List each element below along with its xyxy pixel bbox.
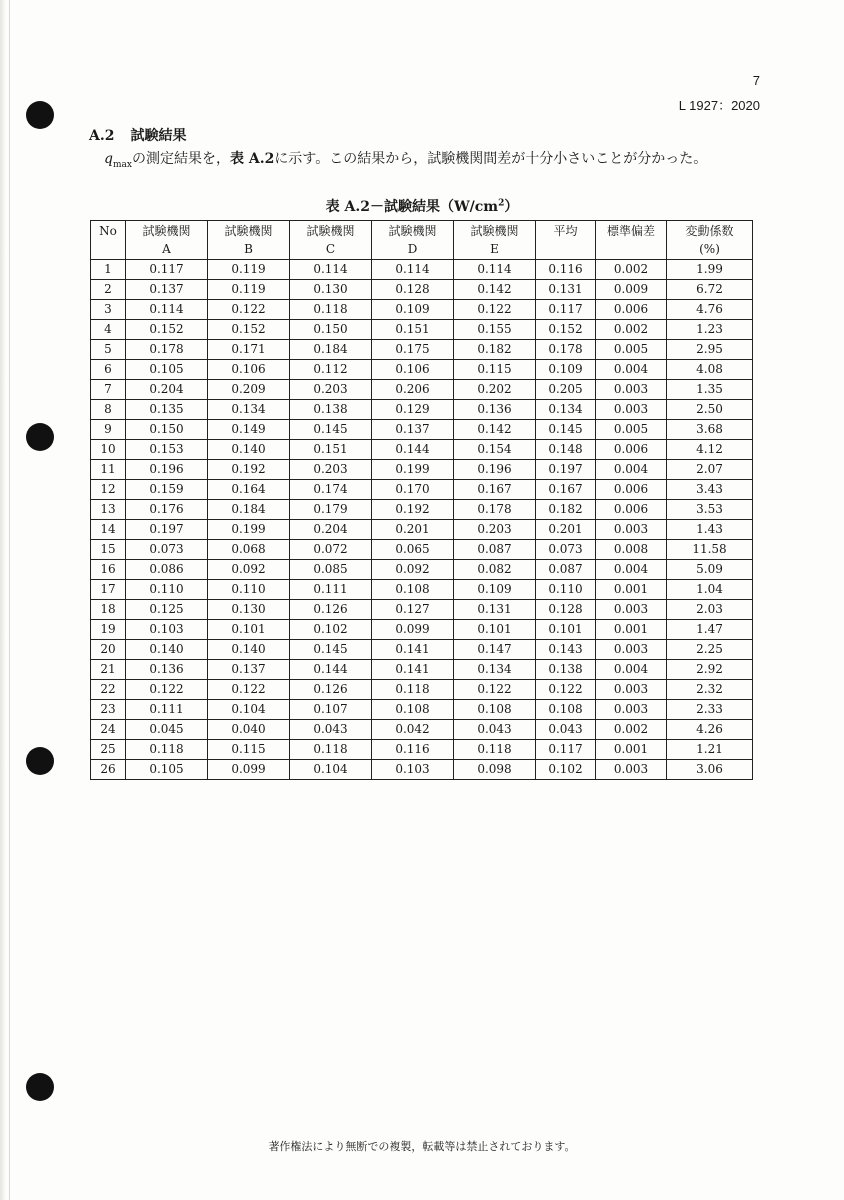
table-cell: 0.202	[454, 380, 536, 400]
table-cell: 0.128	[372, 280, 454, 300]
table-cell: 0.087	[536, 560, 596, 580]
table-cell: 0.105	[126, 760, 208, 780]
table-cell: 0.184	[290, 340, 372, 360]
table-cell: 1.43	[667, 520, 753, 540]
table-cell: 0.003	[596, 640, 667, 660]
table-cell: 0.130	[208, 600, 290, 620]
table-cell: 0.171	[208, 340, 290, 360]
table-cell: 0.176	[126, 500, 208, 520]
table-cell: 2	[91, 280, 126, 300]
table-cell: 0.073	[536, 540, 596, 560]
table-cell: 1.99	[667, 260, 753, 280]
table-cell: 0.126	[290, 680, 372, 700]
table-cell: 0.003	[596, 760, 667, 780]
table-cell: 0.197	[126, 520, 208, 540]
table-cell: 0.137	[372, 420, 454, 440]
table-row	[91, 480, 753, 500]
table-cell: 0.108	[372, 580, 454, 600]
table-cell: 2.25	[667, 640, 753, 660]
table-cell: 0.092	[372, 560, 454, 580]
table-cell: 1.35	[667, 380, 753, 400]
table-cell: 0.114	[126, 300, 208, 320]
table-cell: 0.137	[208, 660, 290, 680]
symbol-subscript: max	[112, 159, 132, 170]
table-cell: 0.001	[596, 620, 667, 640]
table-cell: 2.07	[667, 460, 753, 480]
table-cell: 25	[91, 740, 126, 760]
table-cell: 2.33	[667, 700, 753, 720]
table-cell: 0.092	[208, 560, 290, 580]
table-row	[91, 260, 753, 280]
table-reference: 表 A.2	[229, 151, 275, 167]
table-cell: 0.178	[536, 340, 596, 360]
table-cell: 6	[91, 360, 126, 380]
table-cell: 0.109	[454, 580, 536, 600]
section-number: A.2	[89, 128, 115, 144]
table-cell: 2.03	[667, 600, 753, 620]
table-cell: 0.099	[372, 620, 454, 640]
table-cell: 14	[91, 520, 126, 540]
table-cell: 17	[91, 580, 126, 600]
table-cell: 1.04	[667, 580, 753, 600]
table-cell: 0.118	[290, 740, 372, 760]
table-cell: 1.23	[667, 320, 753, 340]
table-cell: 0.153	[126, 440, 208, 460]
table-cell: 0.122	[126, 680, 208, 700]
table-cell: 0.117	[536, 300, 596, 320]
table-cell: 0.108	[536, 700, 596, 720]
table-row	[91, 500, 753, 520]
table-cell: 0.104	[208, 700, 290, 720]
table-cell: 0.008	[596, 540, 667, 560]
table-cell: 0.196	[126, 460, 208, 480]
column-header: 試験機関 C	[290, 221, 372, 260]
table-row	[91, 420, 753, 440]
table-cell: 0.118	[372, 680, 454, 700]
table-cell: 0.003	[596, 600, 667, 620]
table-cell: 0.125	[126, 600, 208, 620]
table-cell: 0.142	[454, 420, 536, 440]
table-cell: 0.192	[372, 500, 454, 520]
table-cell: 0.167	[454, 480, 536, 500]
table-cell: 0.197	[536, 460, 596, 480]
table-cell: 0.135	[126, 400, 208, 420]
table-cell: 0.111	[290, 580, 372, 600]
table-cell: 0.205	[536, 380, 596, 400]
table-cell: 0.115	[454, 360, 536, 380]
table-cell: 3.68	[667, 420, 753, 440]
table-cell: 0.003	[596, 520, 667, 540]
section-title: 試験結果	[130, 128, 187, 144]
table-cell: 0.106	[372, 360, 454, 380]
table-cell: 0.073	[126, 540, 208, 560]
table-cell: 0.152	[208, 320, 290, 340]
table-cell: 15	[91, 540, 126, 560]
table-row	[91, 320, 753, 340]
table-cell: 0.131	[454, 600, 536, 620]
table-cell: 4.76	[667, 300, 753, 320]
table-cell: 0.122	[454, 300, 536, 320]
table-cell: 0.106	[208, 360, 290, 380]
table-cell: 11	[91, 460, 126, 480]
page-left-edge	[0, 0, 6, 1200]
table-cell: 0.098	[454, 760, 536, 780]
copyright-notice: 著作権法により無断での複製，転載等は禁止されております。	[268, 1140, 576, 1153]
table-cell: 0.003	[596, 380, 667, 400]
table-cell: 0.101	[536, 620, 596, 640]
table-cell: 0.006	[596, 300, 667, 320]
table-cell: 18	[91, 600, 126, 620]
table-cell: 2.92	[667, 660, 753, 680]
table-row	[91, 760, 753, 780]
table-cell: 0.002	[596, 260, 667, 280]
table-row	[91, 340, 753, 360]
column-header: 試験機関 A	[126, 221, 208, 260]
table-cell: 0.068	[208, 540, 290, 560]
binder-hole	[26, 1073, 54, 1101]
table-cell: 0.151	[372, 320, 454, 340]
table-cell: 0.114	[454, 260, 536, 280]
table-cell: 21	[91, 660, 126, 680]
table-cell: 0.086	[126, 560, 208, 580]
table-row	[91, 540, 753, 560]
table-cell: 0.141	[372, 640, 454, 660]
table-cell: 0.174	[290, 480, 372, 500]
table-cell: 1.47	[667, 620, 753, 640]
table-cell: 2.95	[667, 340, 753, 360]
table-cell: 19	[91, 620, 126, 640]
table-cell: 0.006	[596, 480, 667, 500]
table-cell: 0.134	[208, 400, 290, 420]
table-cell: 23	[91, 700, 126, 720]
table-cell: 0.001	[596, 740, 667, 760]
table-cell: 0.155	[454, 320, 536, 340]
table-cell: 0.134	[454, 660, 536, 680]
table-cell: 0.196	[454, 460, 536, 480]
table-cell: 0.129	[372, 400, 454, 420]
table-row	[91, 700, 753, 720]
table-cell: 0.206	[372, 380, 454, 400]
table-cell: 0.140	[208, 440, 290, 460]
table-cell: 0.175	[372, 340, 454, 360]
table-cell: 0.101	[454, 620, 536, 640]
table-cell: 3.06	[667, 760, 753, 780]
table-cell: 0.192	[208, 460, 290, 480]
column-header: 試験機関 B	[208, 221, 290, 260]
table-cell: 0.131	[536, 280, 596, 300]
table-cell: 0.118	[290, 300, 372, 320]
table-cell: 0.004	[596, 560, 667, 580]
table-cell: 0.150	[290, 320, 372, 340]
table-cell: 0.118	[126, 740, 208, 760]
table-cell: 0.204	[126, 380, 208, 400]
table-cell: 0.143	[536, 640, 596, 660]
table-cell: 0.108	[454, 700, 536, 720]
table-cell: 0.043	[454, 720, 536, 740]
table-cell: 3.43	[667, 480, 753, 500]
table-cell: 9	[91, 420, 126, 440]
table-cell: 0.184	[208, 500, 290, 520]
table-cell: 0.152	[126, 320, 208, 340]
table-cell: 0.042	[372, 720, 454, 740]
table-cell: 0.045	[126, 720, 208, 740]
table-row	[91, 360, 753, 380]
column-header: 平均	[536, 221, 596, 260]
table-row	[91, 740, 753, 760]
table-cell: 0.122	[208, 680, 290, 700]
table-cell: 0.182	[536, 500, 596, 520]
table-cell: 0.003	[596, 400, 667, 420]
table-cell: 0.148	[536, 440, 596, 460]
table-row	[91, 300, 753, 320]
table-cell: 0.201	[372, 520, 454, 540]
table-cell: 12	[91, 480, 126, 500]
table-cell: 0.110	[126, 580, 208, 600]
table-cell: 0.004	[596, 360, 667, 380]
table-cell: 26	[91, 760, 126, 780]
table-cell: 0.109	[536, 360, 596, 380]
table-cell: 0.179	[290, 500, 372, 520]
table-cell: 0.103	[126, 620, 208, 640]
table-cell: 0.003	[596, 700, 667, 720]
table-title: 表 A.2－試験結果$(W/cm^2)$	[325, 198, 519, 215]
table-cell: 0.107	[290, 700, 372, 720]
table-cell: 0.110	[208, 580, 290, 600]
intro-text-before: の測定結果を，	[131, 151, 230, 167]
table-cell: 0.004	[596, 460, 667, 480]
table-cell: 0.119	[208, 260, 290, 280]
table-cell: 11.58	[667, 540, 753, 560]
table-cell: 3	[91, 300, 126, 320]
table-cell: 0.002	[596, 720, 667, 740]
table-cell: 4	[91, 320, 126, 340]
table-cell: 13	[91, 500, 126, 520]
table-row	[91, 600, 753, 620]
table-cell: 16	[91, 560, 126, 580]
table-cell: 0.141	[372, 660, 454, 680]
table-cell: 0.114	[290, 260, 372, 280]
table-cell: 0.204	[290, 520, 372, 540]
table-cell: 0.126	[290, 600, 372, 620]
table-cell: 0.111	[126, 700, 208, 720]
table-cell: 4.12	[667, 440, 753, 460]
table-cell: 0.006	[596, 440, 667, 460]
table-cell: 0.136	[454, 400, 536, 420]
table-cell: 0.072	[290, 540, 372, 560]
table-cell: 0.122	[208, 300, 290, 320]
table-cell: 0.128	[536, 600, 596, 620]
column-header: 変動係数 (%)	[667, 221, 753, 260]
table-row	[91, 560, 753, 580]
binder-hole	[26, 423, 54, 451]
table-row	[91, 680, 753, 700]
table-cell: 0.116	[372, 740, 454, 760]
table-cell: 0.109	[372, 300, 454, 320]
table-cell: 0.199	[208, 520, 290, 540]
table-cell: 4.08	[667, 360, 753, 380]
column-header: 試験機関 E	[454, 221, 536, 260]
table-cell: 0.117	[126, 260, 208, 280]
page-left-line	[9, 0, 10, 1200]
table-cell: 0.118	[454, 740, 536, 760]
table-cell: 0.082	[454, 560, 536, 580]
table-cell: 20	[91, 640, 126, 660]
table-cell: 5	[91, 340, 126, 360]
table-cell: 0.178	[126, 340, 208, 360]
table-cell: 24	[91, 720, 126, 740]
table-cell: 0.130	[290, 280, 372, 300]
table-cell: 0.159	[126, 480, 208, 500]
table-cell: 1	[91, 260, 126, 280]
table-cell: 0.138	[290, 400, 372, 420]
table-cell: 7	[91, 380, 126, 400]
table-cell: 0.005	[596, 420, 667, 440]
table-cell: 0.108	[372, 700, 454, 720]
table-row	[91, 460, 753, 480]
table-cell: 0.001	[596, 580, 667, 600]
table-cell: 0.040	[208, 720, 290, 740]
table-cell: 0.138	[536, 660, 596, 680]
table-row	[91, 660, 753, 680]
table-cell: 2.32	[667, 680, 753, 700]
table-row	[91, 720, 753, 740]
standard-number: L 1927：2020	[678, 98, 760, 113]
table-cell: 0.149	[208, 420, 290, 440]
table-cell: 0.065	[372, 540, 454, 560]
table-cell: 0.145	[290, 640, 372, 660]
table-cell: 0.140	[126, 640, 208, 660]
table-cell: 0.142	[454, 280, 536, 300]
table-cell: 0.144	[290, 660, 372, 680]
table-cell: 0.103	[372, 760, 454, 780]
binder-hole	[26, 747, 54, 775]
table-cell: 0.209	[208, 380, 290, 400]
table-header-row	[91, 221, 753, 260]
page-number: 7	[752, 73, 760, 88]
table-cell: 0.119	[208, 280, 290, 300]
table-cell: 10	[91, 440, 126, 460]
table-cell: 0.043	[536, 720, 596, 740]
table-row	[91, 280, 753, 300]
table-cell: 0.137	[126, 280, 208, 300]
intro-paragraph	[104, 148, 707, 170]
table-cell: 0.167	[536, 480, 596, 500]
table-cell: 0.144	[372, 440, 454, 460]
table-cell: 0.004	[596, 660, 667, 680]
table-cell: 0.099	[208, 760, 290, 780]
table-body	[91, 260, 753, 780]
table-cell: 22	[91, 680, 126, 700]
table-cell: 0.104	[290, 760, 372, 780]
table-cell: 0.127	[372, 600, 454, 620]
symbol-q: $q_{max}$	[104, 151, 132, 170]
table-cell: 0.182	[454, 340, 536, 360]
column-header: 標準偏差	[596, 221, 667, 260]
table-cell: 0.122	[454, 680, 536, 700]
table-cell: 5.09	[667, 560, 753, 580]
table-cell: 0.009	[596, 280, 667, 300]
table-cell: 0.006	[596, 500, 667, 520]
table-cell: 0.140	[208, 640, 290, 660]
table-cell: 0.147	[454, 640, 536, 660]
table-cell: 0.110	[536, 580, 596, 600]
table-cell: 3.53	[667, 500, 753, 520]
table-cell: 0.003	[596, 680, 667, 700]
table-cell: 0.102	[536, 760, 596, 780]
table-cell: 0.170	[372, 480, 454, 500]
table-row	[91, 640, 753, 660]
table-cell: 0.152	[536, 320, 596, 340]
table-cell: 2.50	[667, 400, 753, 420]
table-cell: 0.164	[208, 480, 290, 500]
table-cell: 0.134	[536, 400, 596, 420]
table-cell: 8	[91, 400, 126, 420]
table-row	[91, 400, 753, 420]
table-cell: 0.085	[290, 560, 372, 580]
intro-text-after: に示す。この結果から，試験機関間差が十分小さいことが分かった。	[274, 151, 708, 167]
table-cell: 0.102	[290, 620, 372, 640]
table-row	[91, 520, 753, 540]
table-cell: 0.203	[290, 460, 372, 480]
table-cell: 0.005	[596, 340, 667, 360]
table-cell: 0.105	[126, 360, 208, 380]
table-cell: 0.203	[290, 380, 372, 400]
table-row	[91, 380, 753, 400]
section-heading	[89, 125, 186, 145]
table-cell: 1.21	[667, 740, 753, 760]
table-cell: 0.116	[536, 260, 596, 280]
table-cell: 0.087	[454, 540, 536, 560]
table-cell: 0.002	[596, 320, 667, 340]
table-row	[91, 580, 753, 600]
table-cell: 0.115	[208, 740, 290, 760]
table-cell: 4.26	[667, 720, 753, 740]
table-cell: 0.178	[454, 500, 536, 520]
table-cell: 0.199	[372, 460, 454, 480]
title-superscript: 2	[498, 198, 505, 209]
table-cell: 0.150	[126, 420, 208, 440]
table-cell: 0.136	[126, 660, 208, 680]
table-row	[91, 440, 753, 460]
table-cell: 0.145	[536, 420, 596, 440]
table-cell: 0.043	[290, 720, 372, 740]
table-cell: 0.122	[536, 680, 596, 700]
table-cell: 0.203	[454, 520, 536, 540]
column-header: No	[91, 221, 126, 260]
table-cell: 0.151	[290, 440, 372, 460]
column-header: 試験機関 D	[372, 221, 454, 260]
results-table	[90, 220, 753, 780]
table-cell: 0.101	[208, 620, 290, 640]
binder-hole	[26, 101, 54, 129]
table-cell: 0.114	[372, 260, 454, 280]
table-cell: 6.72	[667, 280, 753, 300]
table-cell: 0.117	[536, 740, 596, 760]
table-row	[91, 620, 753, 640]
table-cell: 0.201	[536, 520, 596, 540]
table-cell: 0.154	[454, 440, 536, 460]
table-cell: 0.112	[290, 360, 372, 380]
table-cell: 0.145	[290, 420, 372, 440]
